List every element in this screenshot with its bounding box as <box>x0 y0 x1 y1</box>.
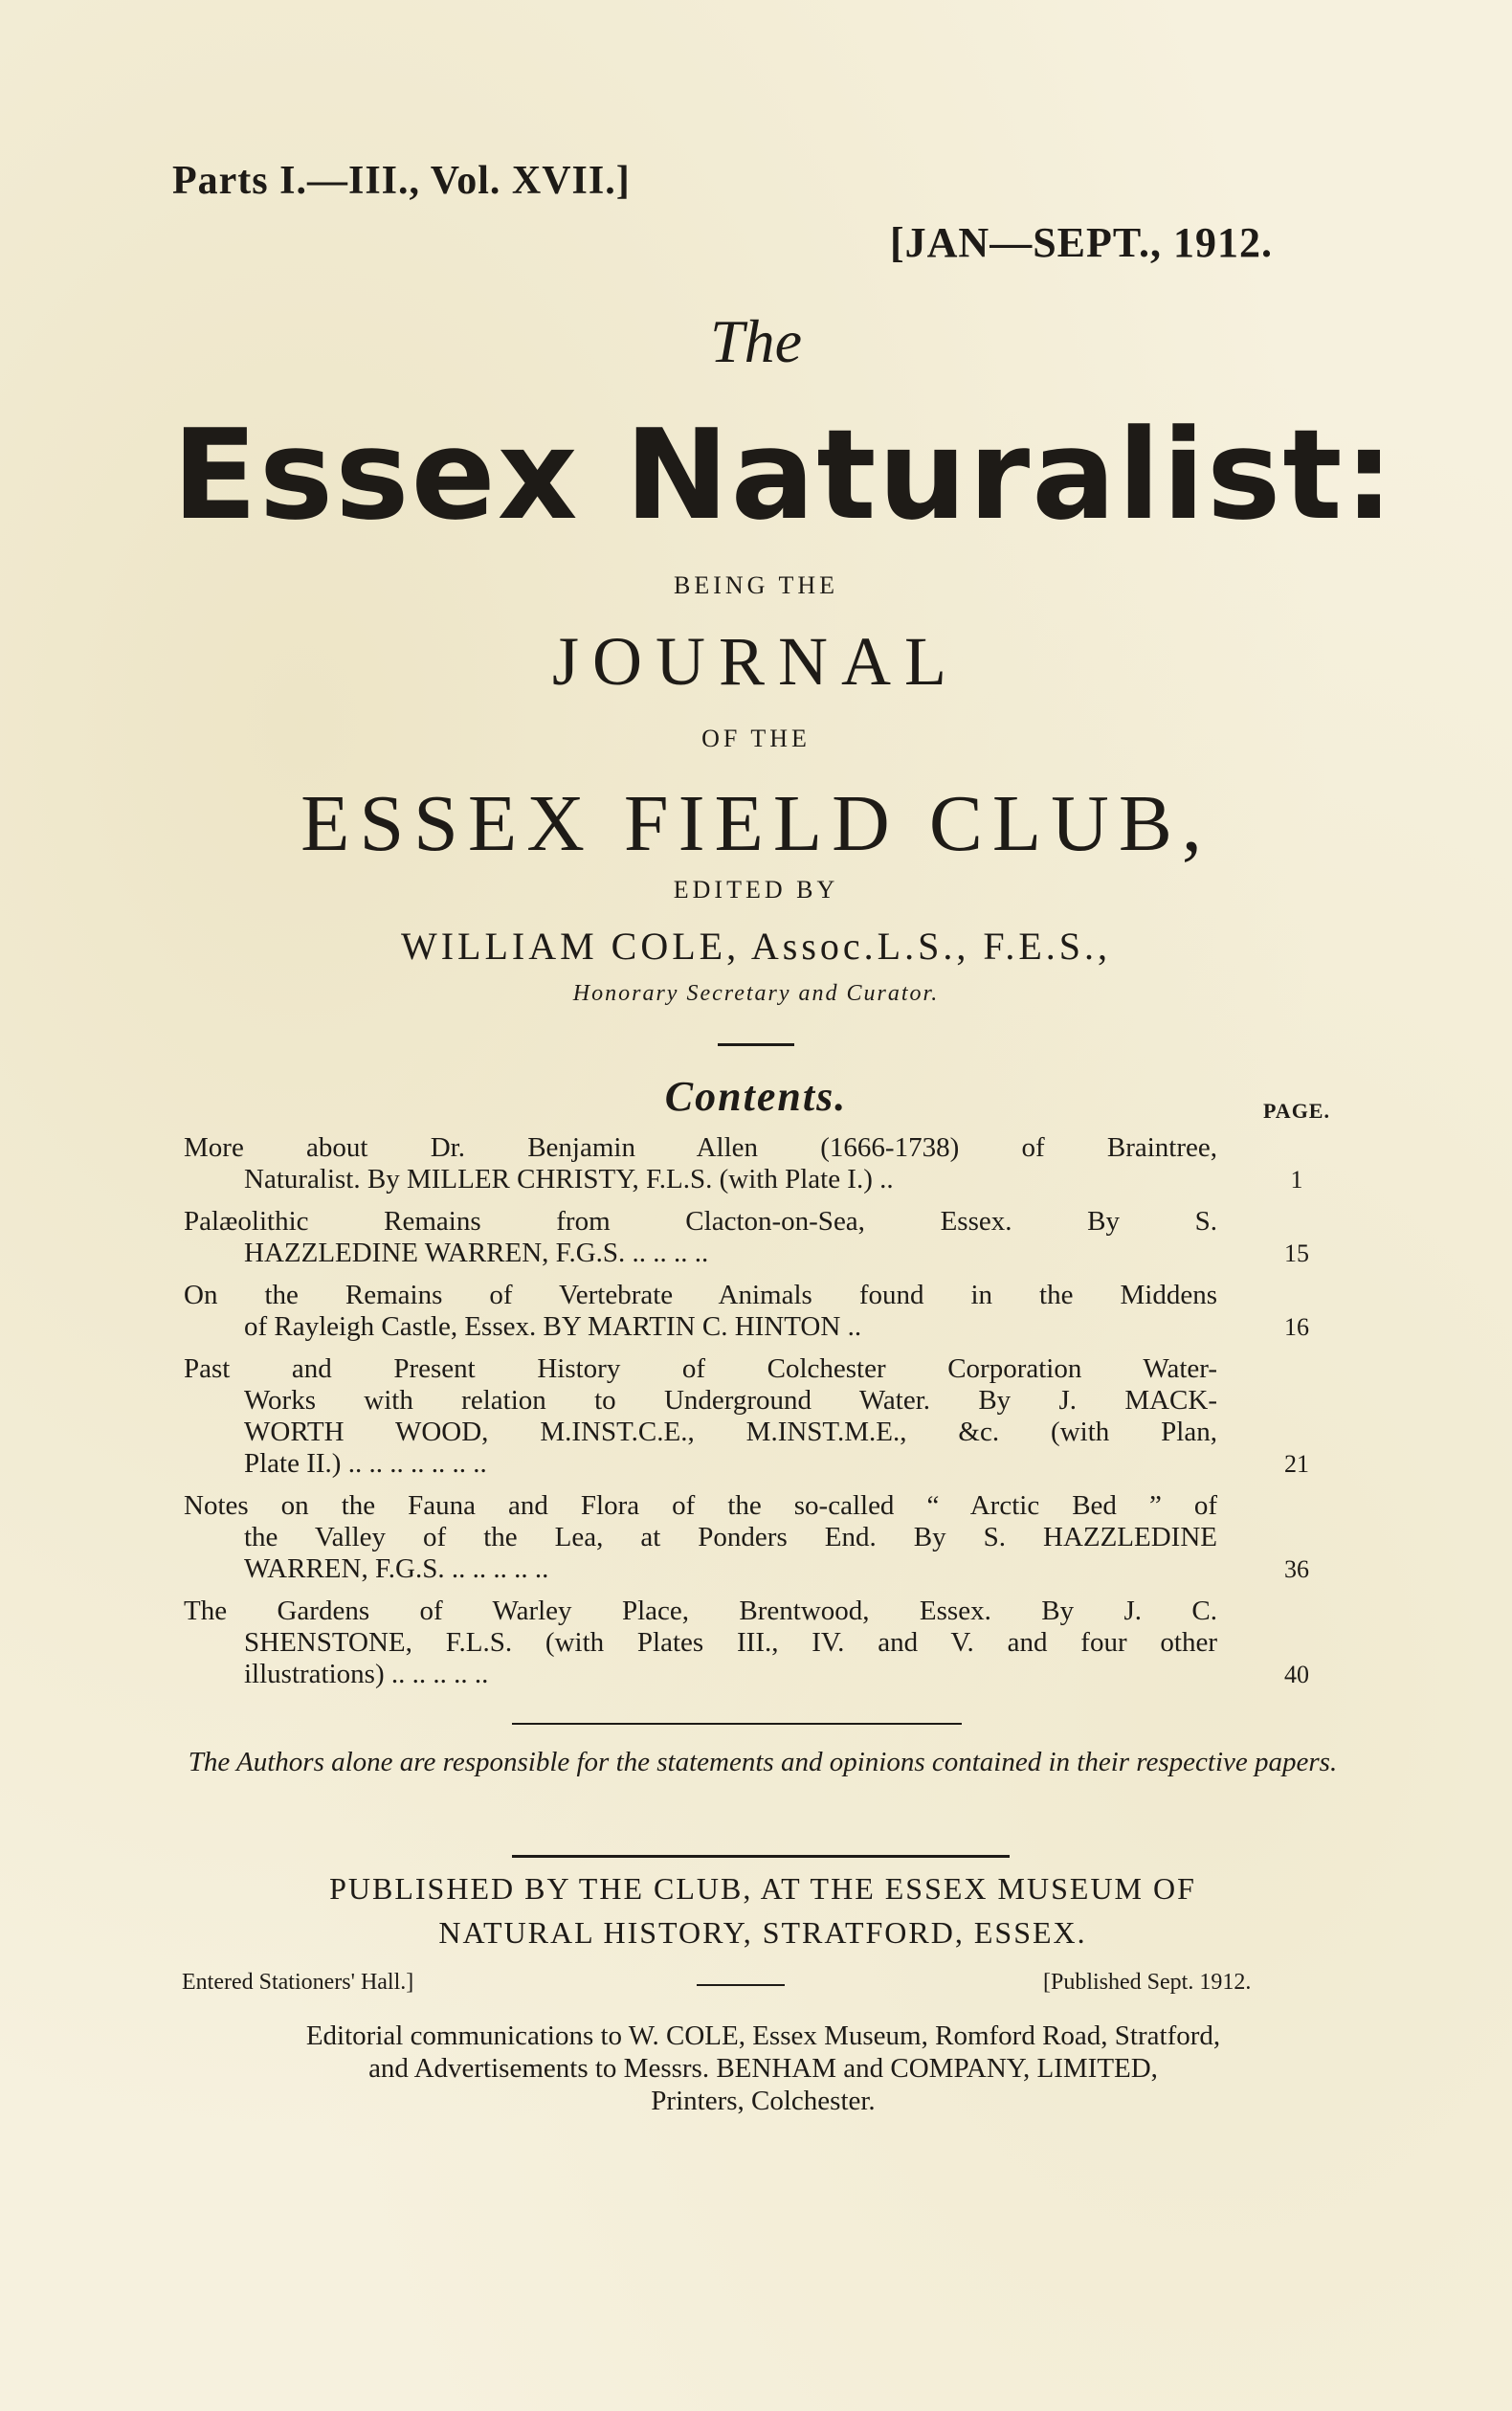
editorial-footer <box>182 2020 1345 2117</box>
entry-page-number: 21 <box>1284 1450 1309 1478</box>
publisher-block <box>184 1866 1342 1954</box>
being-the-label: BEING THE <box>673 571 838 599</box>
entry-line: the Valley of the Lea, at Ponders End. By S. HAZZLEDINE <box>244 1522 1217 1552</box>
contents-entry <box>184 1490 1217 1585</box>
club-name: ESSEX FIELD CLUB, <box>300 779 1212 868</box>
entry-line: The Gardens of Warley Place, Brentwood, Essex. By J. C. <box>184 1596 1217 1626</box>
publisher-line: NATURAL HISTORY, STRATFORD, ESSEX. <box>438 1915 1087 1950</box>
entry-line: WARREN, F.G.S. .. .. .. .. .. <box>244 1553 549 1584</box>
contents-entry <box>184 1280 1217 1343</box>
issue-date-label: [JAN—SEPT., 1912. <box>890 219 1273 266</box>
entry-line: SHENSTONE, F.L.S. (with Plates III., IV. and V. and four other <box>244 1627 1217 1658</box>
edited-by-label: EDITED BY <box>673 876 839 904</box>
footer-line: Printers, Colchester. <box>651 2086 876 2116</box>
publisher-line: PUBLISHED BY THE CLUB, AT THE ESSEX MUSEUM OF <box>329 1871 1196 1906</box>
entry-line: of Rayleigh Castle, Essex. BY MARTIN C. HINTON .. <box>244 1311 862 1342</box>
entry-line: WORTH WOOD, M.INST.C.E., M.INST.M.E., &c. (with Plan, <box>244 1417 1217 1447</box>
entry-line: Works with relation to Underground Water. By J. MACK- <box>244 1385 1217 1416</box>
parts-volume-label: Parts I.—III., Vol. XVII.] <box>172 159 631 203</box>
entered-stationers-hall: Entered Stationers' Hall.] <box>182 1970 414 1995</box>
entry-line: HAZZLEDINE WARREN, F.G.S. .. .. .. .. <box>244 1238 709 1268</box>
entry-line: illustrations) .. .. .. .. .. <box>244 1659 489 1689</box>
journal-label: JOURNAL <box>551 623 960 700</box>
entry-line: Palæolithic Remains from Clacton-on-Sea, Essex. By S. <box>184 1206 1217 1237</box>
title-the: The <box>710 307 802 375</box>
entry-line: On the Remains of Vertebrate Animals found in the Middens <box>184 1280 1217 1310</box>
entry-line: Past and Present History of Colchester Corporation Water- <box>184 1353 1217 1384</box>
of-the-label: OF THE <box>701 725 811 752</box>
entry-line: Notes on the Fauna and Flora of the so-called “ Arctic Bed ” of <box>184 1490 1217 1521</box>
entry-page-number: 16 <box>1284 1313 1309 1341</box>
entry-line: More about Dr. Benjamin Allen (1666-1738) of Braintree, <box>184 1132 1217 1163</box>
contents-heading: Contents. <box>664 1073 848 1120</box>
divider-rule <box>512 1855 1010 1858</box>
published-date: [Published Sept. 1912. <box>1043 1970 1252 1995</box>
contents-entry <box>184 1132 1217 1195</box>
contents-entry <box>184 1596 1217 1690</box>
divider-rule <box>512 1723 962 1725</box>
editor-name: WILLIAM COLE, Assoc.L.S., F.E.S., <box>400 925 1112 968</box>
entry-page-number: 1 <box>1290 1166 1303 1194</box>
entry-line: Plate II.) .. .. .. .. .. .. .. <box>244 1448 487 1479</box>
authors-disclaimer: The Authors alone are responsible for the statements and opinions contained in their respective papers. <box>188 1747 1338 1777</box>
entry-page-number: 40 <box>1284 1661 1309 1688</box>
masthead-title: Essex Naturalist: <box>172 402 1396 547</box>
footer-line: and Advertisements to Messrs. BENHAM and COMPANY, LIMITED, <box>368 2053 1158 2084</box>
editor-role: Honorary Secretary and Curator. <box>572 981 940 1006</box>
footer-line: Editorial communications to W. COLE, Essex Museum, Romford Road, Stratford, <box>305 2020 1221 2051</box>
entry-line: Naturalist. By MILLER CHRISTY, F.L.S. (with Plate I.) .. <box>244 1164 894 1194</box>
divider-rule <box>697 1984 785 1986</box>
entry-page-number: 15 <box>1284 1239 1309 1267</box>
contents-entry <box>184 1353 1217 1480</box>
contents-entry <box>184 1206 1217 1269</box>
divider-rule <box>718 1043 794 1046</box>
entry-page-number: 36 <box>1284 1555 1309 1583</box>
page-column-heading: PAGE. <box>1263 1099 1330 1123</box>
